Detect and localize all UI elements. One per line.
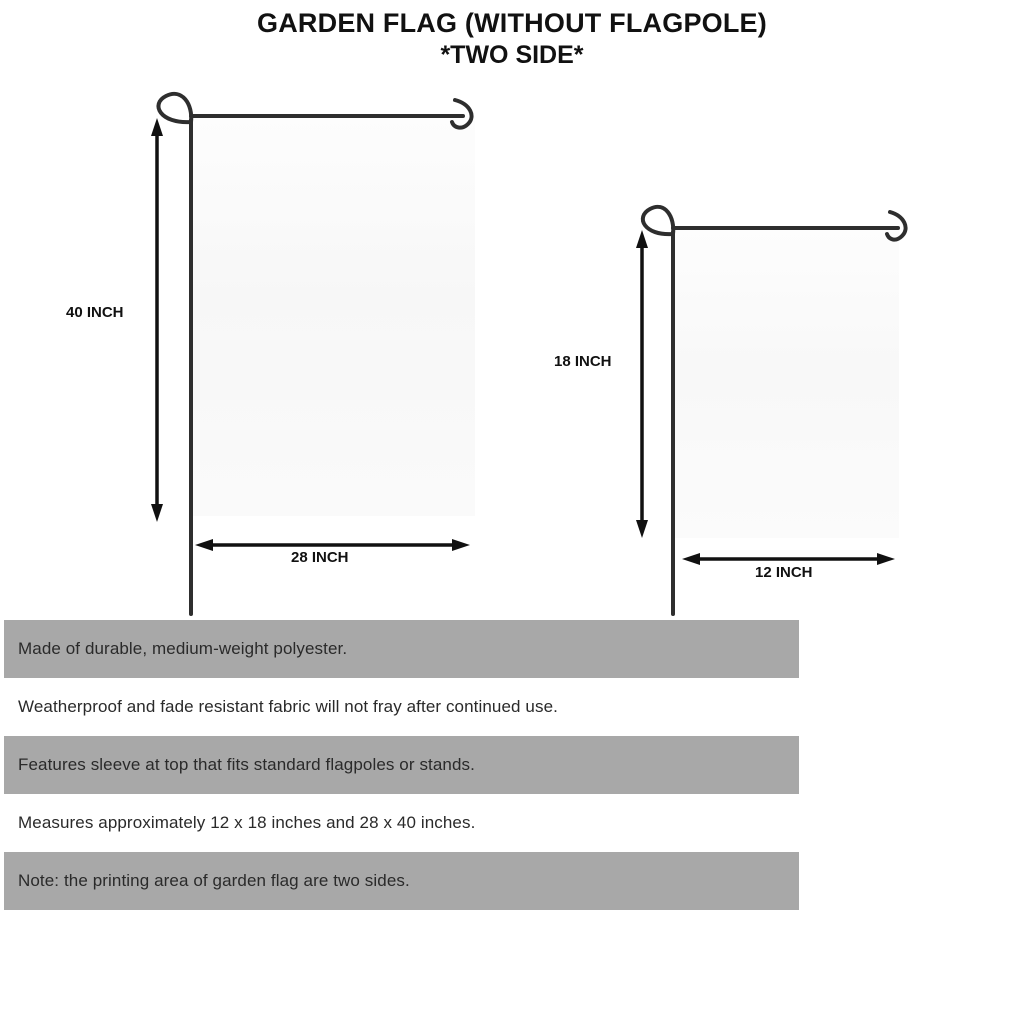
flagpole-large [158, 94, 471, 614]
dimension-label-width-small: 12 INCH [755, 564, 813, 581]
spec-row-text: Features sleeve at top that fits standard flagpoles or stands. [18, 755, 475, 774]
spec-row-text: Weatherproof and fade resistant fabric will not fray after continued use. [18, 697, 558, 716]
spec-row-text: Made of durable, medium-weight polyester. [18, 639, 348, 658]
spec-row [4, 620, 799, 678]
spec-row-text: Note: the printing area of garden flag are two sides. [18, 871, 410, 890]
spec-row [4, 852, 799, 910]
dimension-arrow-height-large [151, 118, 163, 522]
flagpole-small [643, 207, 906, 614]
spec-row [4, 794, 799, 852]
title-line-primary: GARDEN FLAG (WITHOUT FLAGPOLE) [257, 8, 767, 38]
dimension-label-height-large: 40 INCH [66, 304, 124, 321]
dimension-label-width-large: 28 INCH [291, 549, 349, 566]
dimension-label-height-small: 18 INCH [554, 353, 612, 370]
dimension-arrow-height-small [636, 230, 648, 538]
title-line-secondary: *TWO SIDE* [440, 41, 584, 69]
spec-row [4, 736, 799, 794]
specifications-table [4, 620, 799, 910]
spec-row [4, 678, 799, 736]
spec-row-text: Measures approximately 12 x 18 inches and 28 x 40 inches. [18, 813, 476, 832]
